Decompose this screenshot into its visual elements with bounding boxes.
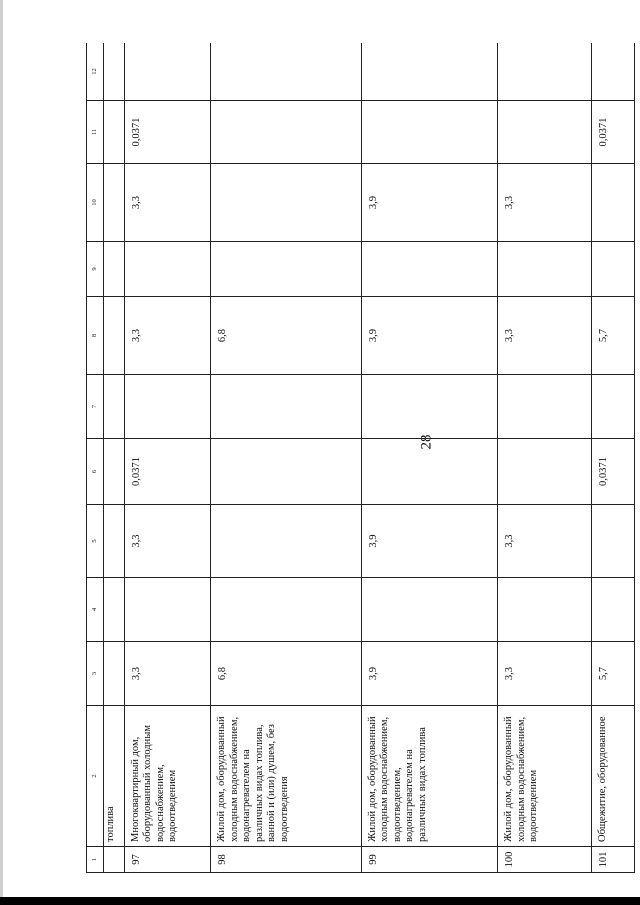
- cell-c8: 3,9: [361, 297, 498, 375]
- cell-c12: [211, 43, 361, 101]
- cell-c11: [211, 101, 361, 164]
- cell-c8: 3,3: [124, 297, 211, 375]
- cell-c10: 3,3: [498, 164, 591, 242]
- row-id: 101: [591, 847, 634, 873]
- cell-c8: 5,7: [591, 297, 634, 375]
- cell-c7: [498, 375, 591, 439]
- cell-c6: [361, 439, 498, 505]
- row-name: Жилой дом, оборудованный холодным водоснабжением, водоотведением, водонагревателем на различных видах топлива: [361, 706, 498, 847]
- col-header-10: 10: [87, 164, 104, 242]
- continuation-row: [104, 43, 125, 873]
- table-row: [498, 43, 591, 873]
- cell-c5: [211, 505, 361, 578]
- row-name: Многоквартирный дом, оборудованный холодным водоснабжением, водоотведением: [124, 706, 211, 847]
- cell-c4: [591, 578, 634, 642]
- col-header-2: 2: [87, 706, 104, 847]
- table-row: [361, 43, 498, 873]
- cell-c6: 0,0371: [124, 439, 211, 505]
- cell-c9: [124, 242, 211, 297]
- cell-c10: [591, 164, 634, 242]
- cell-c4: [124, 578, 211, 642]
- table-row: [591, 43, 634, 873]
- row-name: Жилой дом, оборудованный холодным водоснабжением, водоотведением: [498, 706, 591, 847]
- cell-c11: [361, 101, 498, 164]
- scan-bottom-bar: [0, 897, 640, 905]
- col-header-6: 6: [87, 439, 104, 505]
- table-row: [124, 43, 211, 873]
- cell-c4: [498, 578, 591, 642]
- cell-c12: [591, 43, 634, 101]
- cell-c10: 3,3: [124, 164, 211, 242]
- cell-c12: [361, 43, 498, 101]
- cell-c9: [591, 242, 634, 297]
- cell-c12: [124, 43, 211, 101]
- cell-c5: 3,3: [124, 505, 211, 578]
- cell-c12: [498, 43, 591, 101]
- cell-c4: [211, 578, 361, 642]
- cell-c3: 3,3: [498, 642, 591, 706]
- cell-c7: [124, 375, 211, 439]
- cell-c6: 0,0371: [591, 439, 634, 505]
- cell-c11: [498, 101, 591, 164]
- col-header-9: 9: [87, 242, 104, 297]
- cell-c3: 3,3: [124, 642, 211, 706]
- row-id: 98: [211, 847, 361, 873]
- col-header-4: 4: [87, 578, 104, 642]
- col-header-1: 1: [87, 847, 104, 873]
- cell-c5: [591, 505, 634, 578]
- cell-c9: [211, 242, 361, 297]
- cell-c6: [498, 439, 591, 505]
- col-header-8: 8: [87, 297, 104, 375]
- cell-c11: 0,0371: [124, 101, 211, 164]
- cell-c10: 3,9: [361, 164, 498, 242]
- row-id: 97: [124, 847, 211, 873]
- cell-c5: 3,3: [498, 505, 591, 578]
- cell-c4: [361, 578, 498, 642]
- tariff-table: [86, 43, 635, 873]
- row-name: Жилой дом, оборудованный холодным водоснабжением, водонагревателем на различных видах топлива, ванной и (или) душем, без водоотведения: [211, 706, 361, 847]
- cell-c8: 3,3: [498, 297, 591, 375]
- cell-c3: 6,8: [211, 642, 361, 706]
- col-header-5: 5: [87, 505, 104, 578]
- table-viewport: [86, 43, 635, 873]
- rotated-table-container: [86, 43, 635, 873]
- continuation-name: топлива: [104, 706, 125, 847]
- cell-c7: [591, 375, 634, 439]
- cell-c3: 5,7: [591, 642, 634, 706]
- page-number: 28: [418, 434, 435, 450]
- column-number-row: [87, 43, 104, 873]
- col-header-7: 7: [87, 375, 104, 439]
- cell-c11: 0,0371: [591, 101, 634, 164]
- cell-c7: [361, 375, 498, 439]
- row-id: 100: [498, 847, 591, 873]
- cell-c9: [498, 242, 591, 297]
- table-row: [211, 43, 361, 873]
- cell-c3: 3,9: [361, 642, 498, 706]
- cell-c10: [211, 164, 361, 242]
- col-header-11: 11: [87, 101, 104, 164]
- col-header-12: 12: [87, 43, 104, 101]
- col-header-3: 3: [87, 642, 104, 706]
- cell-c7: [211, 375, 361, 439]
- row-name: Общежитие, оборудованное: [591, 706, 634, 847]
- cell-c8: 6,8: [211, 297, 361, 375]
- scan-left-edge: [0, 0, 3, 905]
- cell-c9: [361, 242, 498, 297]
- row-id: 99: [361, 847, 498, 873]
- cell-c6: [211, 439, 361, 505]
- cell-c5: 3,9: [361, 505, 498, 578]
